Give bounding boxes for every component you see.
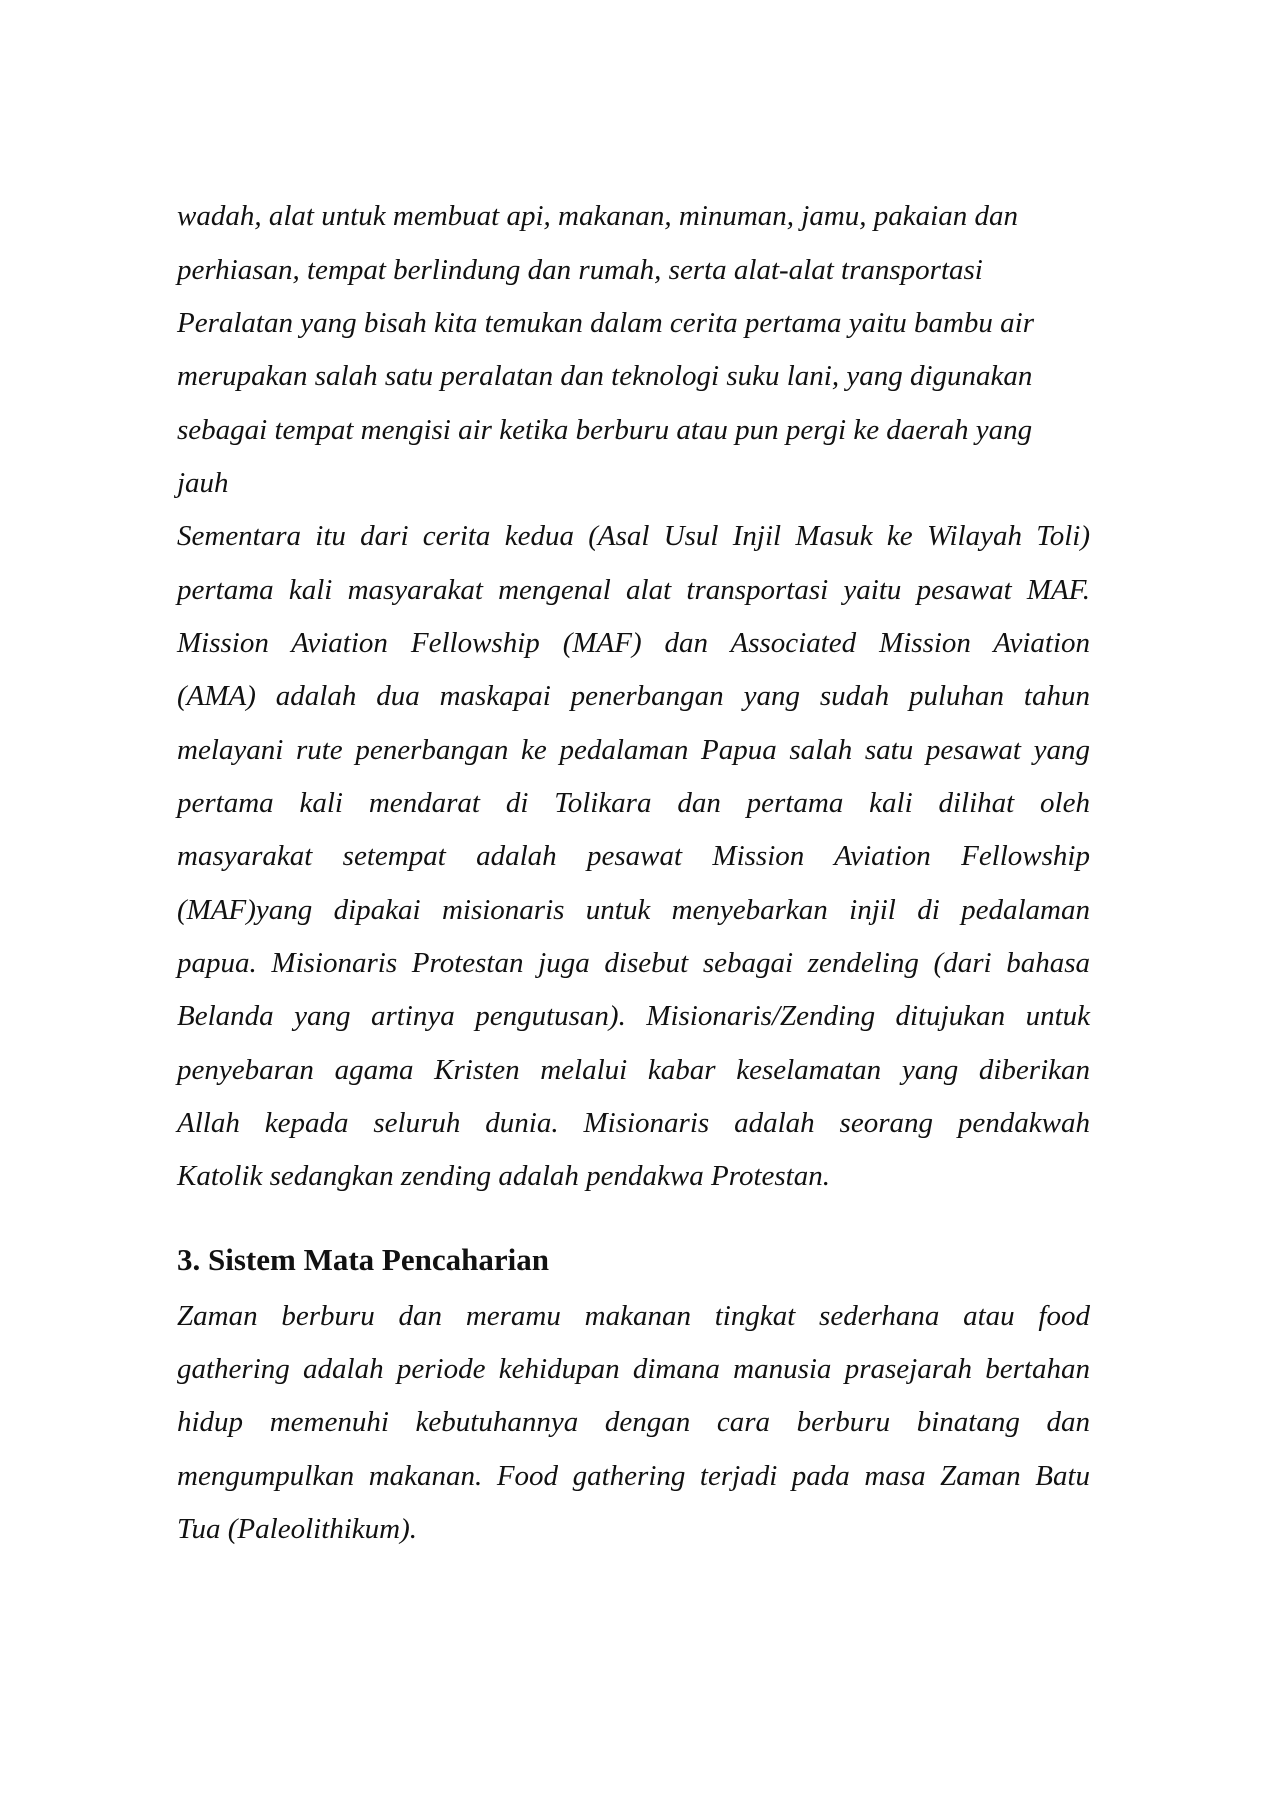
paragraph-3-line-12: Allah kepada seluruh dunia. Misionaris adalah seorang pendakwah <box>177 1107 1090 1139</box>
paragraph-3-line-7: masyarakat setempat adalah pesawat Mission Aviation Fellowship <box>177 840 1090 872</box>
paragraph-3-line-6: pertama kali mendarat di Tolikara dan pertama kali dilihat oleh <box>177 787 1090 819</box>
paragraph-2-line-4: jauh <box>177 467 229 499</box>
paragraph-2-line-1: Peralatan yang bisah kita temukan dalam cerita pertama yaitu bambu air <box>177 307 1035 339</box>
section-3-line-1: Zaman berburu dan meramu makanan tingkat sederhana atau food <box>177 1300 1090 1332</box>
section-3-heading: 3. Sistem Mata Pencaharian <box>177 1242 549 1277</box>
paragraph-1-line-1: wadah, alat untuk membuat api, makanan, minuman, jamu, pakaian dan <box>177 200 1018 232</box>
paragraph-3-line-3: Mission Aviation Fellowship (MAF) dan Associated Mission Aviation <box>177 627 1090 659</box>
paragraph-3-line-2: pertama kali masyarakat mengenal alat transportasi yaitu pesawat MAF. <box>177 574 1090 606</box>
paragraph-2-line-2: merupakan salah satu peralatan dan teknologi suku lani, yang digunakan <box>177 360 1033 392</box>
section-3-line-2: gathering adalah periode kehidupan dimana manusia prasejarah bertahan <box>177 1353 1090 1385</box>
paragraph-3-line-1: Sementara itu dari cerita kedua (Asal Usul Injil Masuk ke Wilayah Toli) <box>177 520 1090 552</box>
paragraph-3-line-10: Belanda yang artinya pengutusan). Misionaris/Zending ditujukan untuk <box>177 1000 1090 1032</box>
paragraph-3-line-8: (MAF)yang dipakai misionaris untuk menyebarkan injil di pedalaman <box>177 894 1090 926</box>
paragraph-2-line-3: sebagai tempat mengisi air ketika berburu atau pun pergi ke daerah yang <box>177 414 1033 446</box>
section-3-line-4: mengumpulkan makanan. Food gathering terjadi pada masa Zaman Batu <box>177 1460 1090 1492</box>
paragraph-3-line-5: melayani rute penerbangan ke pedalaman Papua salah satu pesawat yang <box>177 734 1090 766</box>
section-3-line-5: Tua (Paleolithikum). <box>177 1513 418 1545</box>
paragraph-3-line-13: Katolik sedangkan zending adalah pendakwa Protestan. <box>177 1160 830 1192</box>
section-3-line-3: hidup memenuhi kebutuhannya dengan cara berburu binatang dan <box>177 1406 1090 1438</box>
paragraph-1-line-2: perhiasan, tempat berlindung dan rumah, serta alat-alat transportasi <box>177 254 983 286</box>
paragraph-3-line-11: penyebaran agama Kristen melalui kabar keselamatan yang diberikan <box>177 1054 1090 1086</box>
paragraph-3-line-4: (AMA) adalah dua maskapai penerbangan yang sudah puluhan tahun <box>177 680 1090 712</box>
paragraph-3-line-9: papua. Misionaris Protestan juga disebut sebagai zendeling (dari bahasa <box>177 947 1090 979</box>
